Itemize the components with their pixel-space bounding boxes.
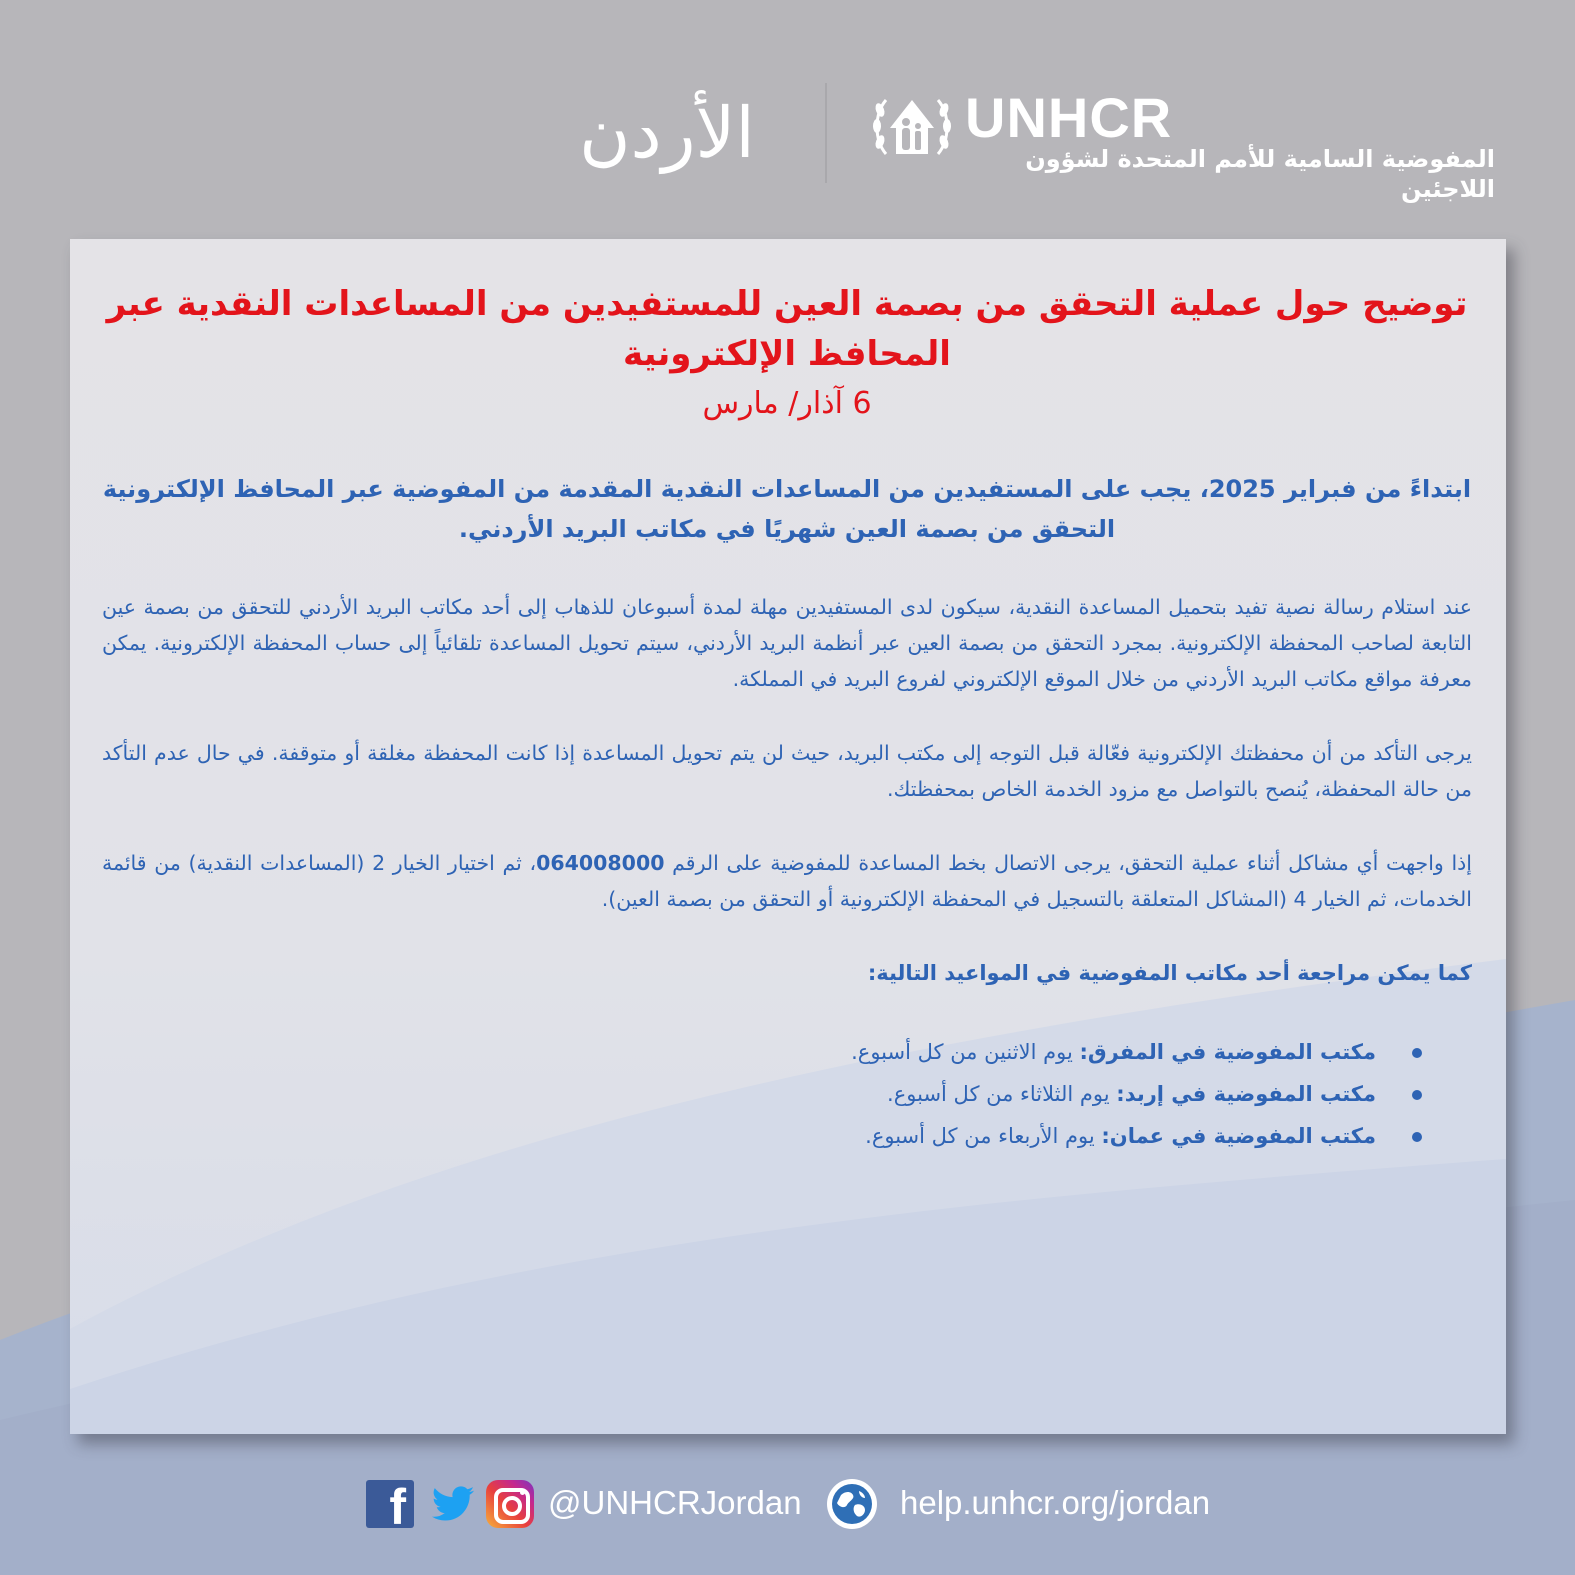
header <box>0 78 1575 203</box>
helpline-text-before: إذا واجهت أي مشاكل أثناء عملية التحقق، يرجى الاتصال بخط المساعدة للمفوضية على الرقم <box>664 851 1472 875</box>
helpline-text-after: ، ثم اختيار الخيار 2 (المساعدات النقدية) من قائمة الخدمات، ثم الخيار 4 (المشاكل المتعلقة بالتسجيل في المحفظة الإلكترونية أو التحقق من بصمة العين). <box>102 851 1472 911</box>
country-name: الأردن <box>579 92 755 174</box>
unhcr-emblem-icon <box>872 88 952 168</box>
office-label: مكتب المفوضية في عمان: <box>1101 1124 1376 1148</box>
helpline-number: 064008000 <box>536 851 665 875</box>
list-item <box>102 1031 1422 1073</box>
instagram-icon[interactable] <box>486 1480 534 1528</box>
paragraph-helpline <box>102 845 1472 917</box>
website-link[interactable]: help.unhcr.org/jordan <box>900 1484 1211 1521</box>
notice-content <box>102 279 1472 1157</box>
facebook-glyph: f <box>389 1479 406 1535</box>
globe-icon <box>825 1477 879 1531</box>
bullet-icon <box>1412 1048 1422 1058</box>
bullet-icon <box>1412 1132 1422 1142</box>
twitter-icon[interactable] <box>430 1481 476 1527</box>
notice-date: 6 آذار/ مارس <box>702 386 872 421</box>
footer <box>0 1475 1575 1535</box>
brand-name: UNHCR <box>965 86 1173 149</box>
office-label: مكتب المفوضية في إربد: <box>1116 1082 1376 1106</box>
list-item <box>102 1073 1422 1115</box>
notice-intro: ابتداءً من فبراير 2025، يجب على المستفيدين من المساعدات النقدية المقدمة من المفوضية عبر المحافظ الإلكترونية التحقق من بصمة العين شهريًا في مكاتب البريد الأردني. <box>102 475 1472 543</box>
office-detail: يوم الاثنين من كل أسبوع. <box>851 1040 1080 1064</box>
office-detail: يوم الأربعاء من كل أسبوع. <box>865 1124 1102 1148</box>
bullet-icon <box>1412 1090 1422 1100</box>
paragraph-wallet-active: يرجى التأكد من أن محفظتك الإلكترونية فعّالة قبل التوجه إلى مكتب البريد، حيث لن يتم تحويل المساعدة إذا كانت المحفظة مغلقة أو متوقفة. في حال عدم التأكد من حالة المحفظة، يُنصح بالتواصل مع مزود الخدمة الخاص بمحفظتك. <box>102 741 1472 801</box>
offices-list <box>102 1031 1472 1157</box>
facebook-icon[interactable] <box>366 1479 414 1535</box>
brand-subtitle: المفوضية السامية للأمم المتحدة لشؤون اللاجئين <box>1025 145 1495 203</box>
offices-heading: كما يمكن مراجعة أحد مكاتب المفوضية في المواعيد التالية: <box>867 961 1472 985</box>
list-item <box>102 1115 1422 1157</box>
social-handle[interactable]: @UNHCRJordan <box>548 1484 802 1521</box>
header-divider <box>825 83 827 183</box>
office-label: مكتب المفوضية في المفرق: <box>1079 1040 1376 1064</box>
notice-card <box>70 239 1506 1434</box>
notice-title: توضيح حول عملية التحقق من بصمة العين للمستفيدين من المساعدات النقدية عبر المحافظ الإلكترونية <box>106 284 1468 374</box>
paragraph-verification: عند استلام رسالة نصية تفيد بتحميل المساعدة النقدية، سيكون لدى المستفيدين مهلة لمدة أسبوعان للذهاب إلى أحد مكاتب البريد الأردني للتحقق من بصمة عين التابعة لصاحب المحفظة الإلكترونية. بمجرد التحقق من بصمة العين عبر أنظمة البريد الأردني، سيتم تحويل المساعدة تلقائياً إلى حساب المحفظة الإلكترونية. يمكن معرفة مواقع مكاتب البريد الأردني من خلال الموقع الإلكتروني لفروع البريد في المملكة. <box>102 595 1472 691</box>
office-detail: يوم الثلاثاء من كل أسبوع. <box>887 1082 1117 1106</box>
